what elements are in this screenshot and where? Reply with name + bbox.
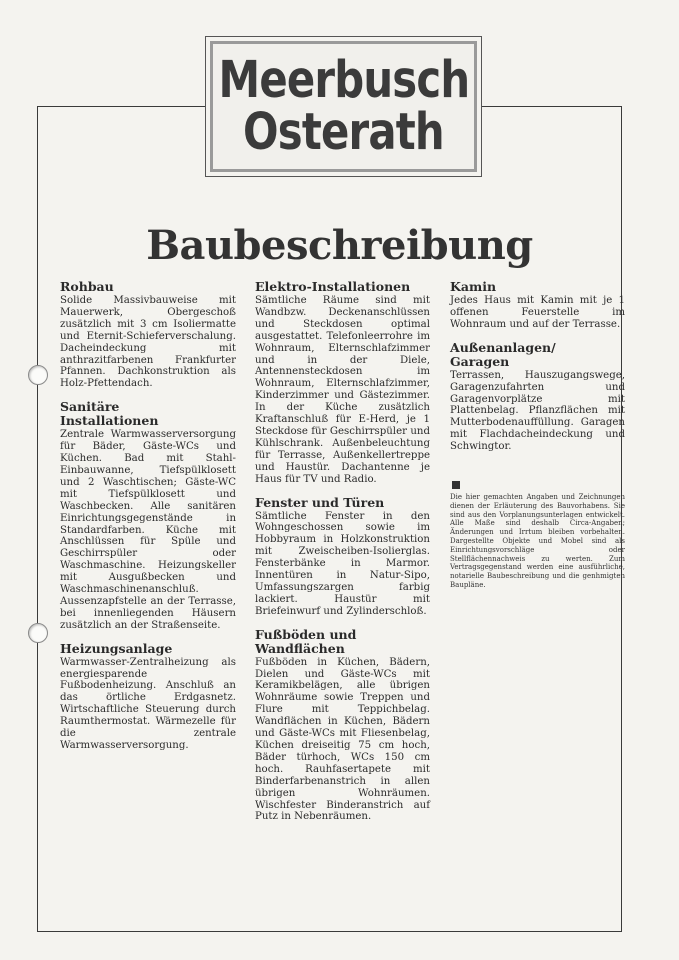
logo-box: [205, 36, 482, 177]
text-fenster: Sämtliche Fenster in den Wohngeschossen sowie im Hobbyraum in Holzkonstruktion mit Zweischeiben-Isolierglas. Fensterbänke in Marmor. Innentüren in Natur-Sipo, Umfassungszargen farbig lackiert. Haustür mit Briefeinwurf und Zylinderschloß.: [255, 510, 430, 617]
heading-fenster: Fenster und Türen: [255, 494, 385, 510]
note-bullet-square: [452, 481, 460, 489]
section-elektro: [255, 280, 430, 486]
section-boeden: [255, 628, 430, 824]
text-heizung: Warmwasser-Zentralheizung als energiesparende Fußbodenheizung. Anschluß an das örtliche Erdgasnetz. Wirtschaftliche Steuerung durch Raumthermostat. Wärmezelle für die zentrale Warmwasserversorgung.: [60, 656, 236, 751]
heading-heizung: Heizungsanlage: [60, 640, 173, 656]
heading-rohbau: Rohbau: [60, 279, 114, 294]
section-heizung: [60, 642, 236, 752]
text-sanitaer: Zentrale Warmwasserversorgung für Bäder, Gäste-WCs und Küchen. Bad mit Stahl-Einbauwanne, Tiefspülklosett und 2 Waschtischen; Gäste-WC mit Tiefspülklosett und Waschbecken. Alle sanitären Einrichtungsgegenstände in Standardfarben. Küche mit Anschlüssen für Spüle und Geschirrspüler oder Waschmaschine. Heizungskeller mit Ausgußbecken und Waschmaschinenanschluß. Aussenzapfstelle an der Terrasse, bei innenliegenden Häusern zusätzlich an der Straßenseite.: [60, 429, 236, 631]
text-elektro: Sämtliche Räume sind mit Wandbzw. Deckenanschlüssen und Steckdosen optimal ausgestattet. Telefonleerrohre im Wohnraum, Elternschlafzimmer und in der Diele, Antennensteckdosen im Wohnraum, Elternschlafzimmer, Kinderzimmer und Gästezimmer. In der Küche zusätzlich Kraftanschluß für E-Herd, je 1 Steckdose für Geschirrspüler und Kühlschrank. Außenbeleuchtung für Terrasse, Außenkellertreppe und Haustür. Dachantenne je Haus für TV und Radio.: [255, 295, 430, 485]
binder-hole-top: [28, 365, 48, 385]
section-sanitaer: [60, 400, 236, 631]
text-rohbau: Solide Massivbauweise mit Mauerwerk, Obergeschoß zusätzlich mit 3 cm Isoliermatte und Eternit-Schieferverschalung. Dacheindeckung mit anthrazitfarbenen Frankfurter Pfannen. Dachkonstruktion als Holz-Pfettendach.: [60, 295, 236, 390]
heading-aussen: Außenanlagen/ Garagen: [450, 339, 556, 369]
heading-elektro: Elektro-Installationen: [255, 279, 411, 294]
section-fenster: [255, 496, 430, 618]
logo-inner-frame: [210, 41, 477, 172]
section-aussen: [450, 341, 625, 453]
heading-sanitaer: Sanitäre Installationen: [60, 399, 159, 429]
text-boeden: Fußböden in Küchen, Bädern, Dielen und Gäste-WCs mit Keramikbelägen, alle übrigen Wohnräume sowie Treppen und Flure mit Teppichbelag. Wandflächen in Küchen, Bädern und Gäste-WCs mit Fliesenbelag, Küchen dreiseitig 75 cm hoch, Bäder türhoch, WCs 150 cm hoch. Rauhfasertapete mit Binderfarbenanstrich in allen übrigen Wohnräumen. Wischfester Binderanstrich auf Putz in Nebenräumen.: [255, 656, 430, 823]
column-left: [60, 280, 236, 762]
logo-line-1: Meerbusch: [218, 50, 469, 110]
text-aussen: Terrassen, Hauszugangswege, Garagenzufahrten und Garagenvorplätze mit Plattenbelag. Pflanzflächen mit Mutterbodenauffüllung. Garagen mit Flachdacheindeckung und Schwingtor.: [450, 369, 625, 453]
column-middle: [255, 280, 430, 833]
text-kamin: Jedes Haus mit Kamin mit je 1 offenen Feuerstelle im Wohnraum und auf der Terrasse.: [450, 295, 625, 330]
disclaimer-note: Die hier gemachten Angaben und Zeichnungen dienen der Erläuterung des Bauvorhabens. Sie sind aus den Vorplanungsunterlagen entwickelt. Alle Maße sind deshalb Circa-Angaben; Änderungen und Irrtum bleiben vorbehalten. Dargestellte Objekte und Mobel sind als Einrichtungsvorschläge oder Stellflächennachweis zu werten. Zum Vertragsgegenstand werden eine ausführliche, notarielle Baubeschreibung und die genhmigten Baupläne.: [450, 493, 625, 590]
binder-hole-bottom: [28, 623, 48, 643]
column-right: [450, 280, 625, 590]
heading-boeden: Fußböden und Wandflächen: [255, 626, 357, 656]
logo-line-2: Osterath: [243, 102, 444, 162]
section-kamin: [450, 280, 625, 331]
heading-kamin: Kamin: [450, 279, 497, 294]
page-title: Baubeschreibung: [146, 222, 533, 269]
section-rohbau: [60, 280, 236, 390]
